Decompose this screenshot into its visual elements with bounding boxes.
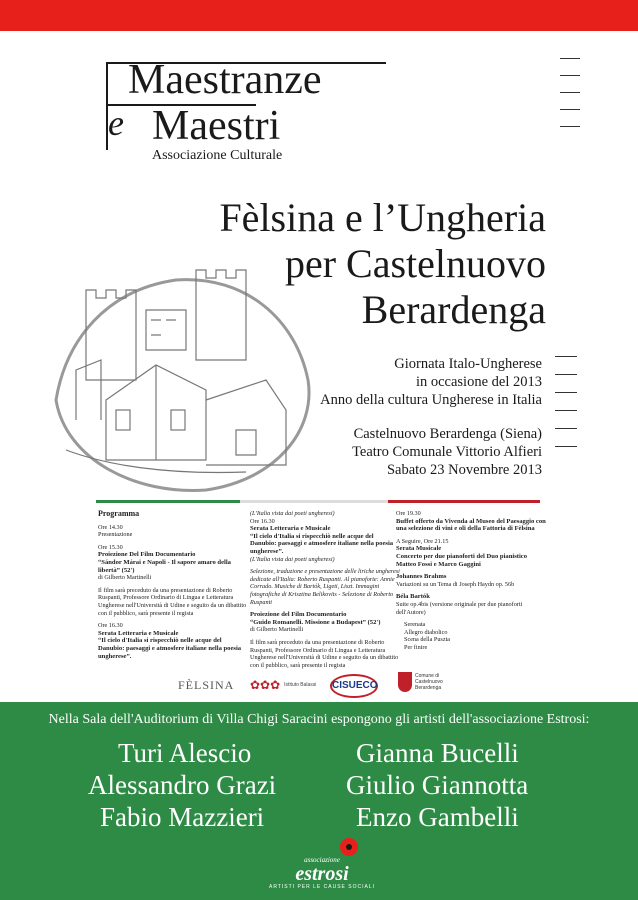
cisueco-logo: CISUECO bbox=[330, 674, 378, 698]
event-extra: di Gilberto Martinelli bbox=[98, 574, 152, 582]
white-rule bbox=[240, 500, 388, 503]
time: Ore 19.30 bbox=[396, 510, 421, 517]
coat-of-arms-icon bbox=[398, 672, 412, 692]
estrosi-pupil-icon bbox=[346, 844, 352, 850]
artist-name: Turi Alescio bbox=[118, 738, 252, 768]
event-note: (L'Italia vista dai poeti ungheresi) bbox=[250, 510, 335, 517]
top-red-band bbox=[0, 0, 638, 31]
event-detail: “Il cielo d'Italia si rispecchiò nelle acque del Danubio: paesaggi e atmosfere italiane nella poesia ungherese”. bbox=[250, 532, 394, 555]
balassi-logo bbox=[250, 678, 316, 692]
balassi-ornament-icon: ✿✿✿ bbox=[250, 678, 281, 692]
estrosi-small-text: associazione bbox=[304, 856, 340, 864]
info-line-1: Giornata Italo-Ungherese bbox=[394, 356, 542, 372]
logo-e: e bbox=[108, 103, 124, 143]
event-extra: di Gilberto Martinelli bbox=[250, 626, 304, 634]
event-detail: “Il cielo d'Italia si rispecchiò nelle acque del Danubio: paesaggi e atmosfere italiane nella poesia ungherese”. bbox=[98, 637, 242, 660]
venue-info bbox=[242, 425, 542, 479]
event-title: Proiezione Del Film Documentario bbox=[98, 551, 196, 559]
event-note: Selezione, traduzione e presentazione delle liriche ungheresi dedicate all'Italia: Roberto Ruspanti. Al pianoforte: Annie Corrado. Musiche di Bartók, Ligeti, Liszt. Immagini fotografiche di Krisztina Belikovits - Selezione di Roberto Ruspanti bbox=[250, 568, 400, 606]
exhibit-heading: Nella Sala dell'Auditorium di Villa Chigi Saracini espongono gli artisti dell'associazione Estrosi: bbox=[48, 712, 590, 727]
artist-name: Giulio Giannotta bbox=[346, 770, 529, 800]
event-title: Johannes Brahms bbox=[396, 573, 447, 581]
title-line-3: Berardenga bbox=[361, 287, 546, 332]
time: Ore 16.30 bbox=[250, 517, 275, 525]
artist-name: Enzo Gambelli bbox=[356, 802, 519, 832]
felsina-logo: FÈLSINA bbox=[178, 678, 235, 692]
program-column-3 bbox=[396, 510, 546, 657]
event-title: Serata Letteraria e Musicale bbox=[98, 629, 179, 637]
logo-maestri: Maestri bbox=[152, 103, 281, 149]
info-line-2: in occasione del 2013 bbox=[415, 374, 542, 390]
comune-logo bbox=[398, 672, 453, 692]
estrosi-name: estrosi bbox=[295, 863, 349, 885]
event-detail: “Guido Romanelli. Missione a Budapest” (52') bbox=[250, 618, 381, 626]
logo-subtitle: Associazione Culturale bbox=[152, 148, 283, 163]
time: Ore 14.30 bbox=[98, 523, 123, 531]
program-heading: Programma bbox=[98, 509, 140, 518]
logo-maestranze: Maestranze bbox=[128, 57, 322, 103]
event-title: Béla Bartók bbox=[396, 593, 430, 601]
list-item: Allegro diabolico bbox=[404, 628, 448, 636]
artist-name: Gianna Bucelli bbox=[356, 738, 519, 768]
program-column-2 bbox=[250, 510, 400, 674]
balassi-text: Istituto Balassi bbox=[284, 682, 317, 688]
event-extra: Suite op.4bis (versione originale per due pianoforti dell'Autore) bbox=[396, 600, 523, 616]
list-item: Scena della Puszta bbox=[404, 636, 451, 644]
event-detail: “Sándor Márai e Napoli - Il sapore amaro della libertà” (52') bbox=[98, 558, 231, 574]
artist-name: Alessandro Grazi bbox=[88, 770, 277, 800]
event-title: Buffet offerto da Vivenda al Museo del Paesaggio con una selezione di vini e oli della Fattoria di Fèlsina bbox=[396, 517, 546, 533]
event-extra: (L'Italia vista dai poeti ungheresi) bbox=[250, 555, 335, 563]
artist-name: Fabio Mazzieri bbox=[100, 802, 265, 832]
event-note: Il film sarà preceduto da una presentazione di Roberto Ruspanti, Professore Ordinario di Lingua e Letteratura Ungherese nell'Università di Udine e seguito da un dibattito con il pubblico, sarà presente il regista bbox=[98, 586, 247, 617]
list-item: Per finire bbox=[404, 643, 428, 651]
venue-line-1: Castelnuovo Berardenga (Siena) bbox=[353, 426, 542, 442]
time: A Seguire, Ore 21.15 bbox=[396, 537, 449, 545]
decorative-lines-right bbox=[555, 356, 577, 464]
event-text: Presentazione bbox=[98, 531, 133, 539]
time: Ore 15.30 bbox=[98, 543, 123, 551]
event-extra: Variazioni su un Tema di Joseph Haydn op. 56b bbox=[396, 580, 515, 588]
venue-line-3: Sabato 23 Novembre 2013 bbox=[386, 462, 542, 478]
red-rule bbox=[388, 500, 540, 503]
program-column-1 bbox=[98, 510, 248, 665]
event-detail: Concerto per due pianoforti del Duo pianistico Matteo Fossi e Marco Gaggini bbox=[396, 552, 528, 568]
event-info bbox=[242, 355, 542, 409]
title-line-2: per Castelnuovo bbox=[284, 241, 546, 286]
decorative-lines-top bbox=[560, 58, 580, 143]
info-line-3: Anno della cultura Ungherese in Italia bbox=[320, 392, 542, 408]
estrosi-tagline: ARTISTI PER LE CAUSE SOCIALI bbox=[269, 884, 375, 890]
title-line-1: Fèlsina e l’Ungheria bbox=[219, 195, 546, 240]
estrosi-logo bbox=[262, 838, 382, 890]
event-title: Serata Musicale bbox=[396, 545, 442, 553]
event-title: Proiezione del Film Documentario bbox=[250, 611, 347, 619]
list-item: Serenata bbox=[404, 621, 426, 629]
event-title: Serata Letteraria e Musicale bbox=[250, 525, 331, 533]
venue-line-2: Teatro Comunale Vittorio Alfieri bbox=[352, 444, 542, 460]
comune-text: Comune di Castelnuovo Berardenga bbox=[415, 673, 443, 691]
event-note: Il film sarà preceduto da una presentazione di Roberto Ruspanti, Professore Ordinario di Lingua e Letteratura Ungherese nell'Università di Udine e seguito da un dibattito con il pubblico, sarà presente il regista bbox=[250, 638, 399, 669]
green-rule bbox=[96, 500, 240, 503]
time: Ore 16.30 bbox=[98, 622, 123, 630]
